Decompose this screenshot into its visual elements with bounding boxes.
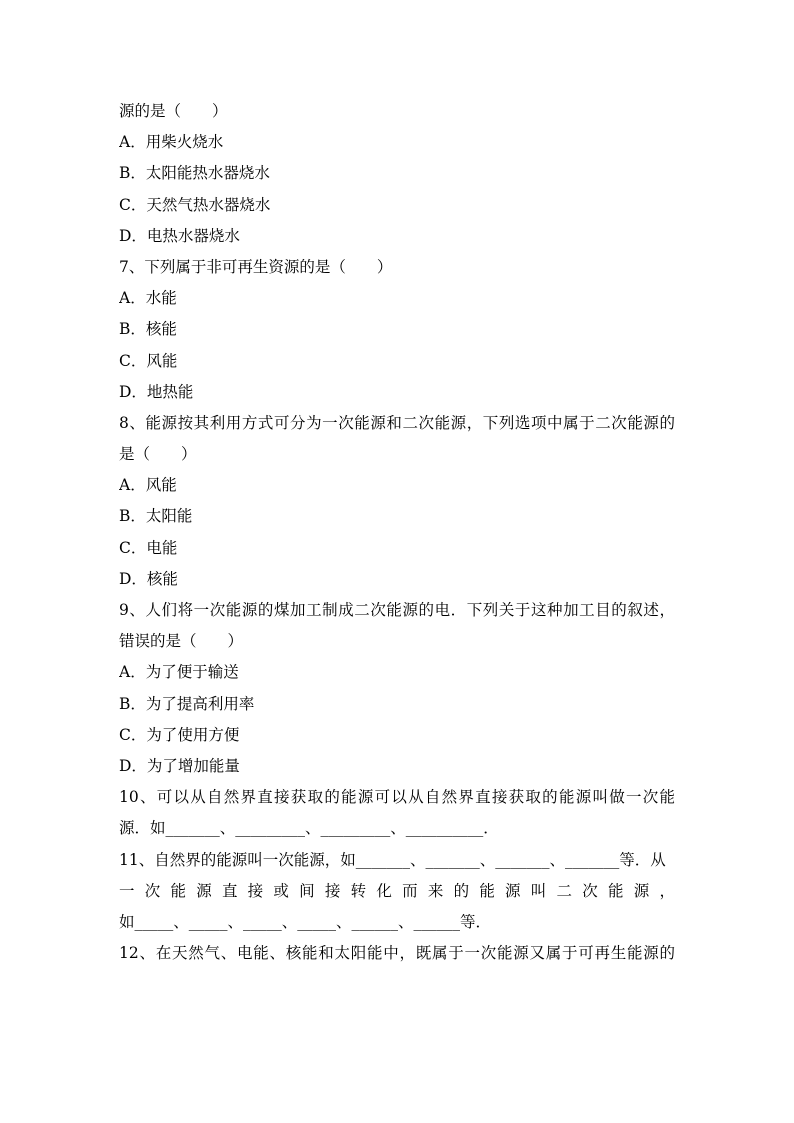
- question-6-option-c: C．天然气热水器烧水: [119, 195, 271, 214]
- question-12: 12、在天然气、电能、核能和太阳能中，既属于一次能源又属于可再生能源的: [119, 944, 675, 963]
- question-8-option-b: B．太阳能: [119, 507, 193, 526]
- question-9: 9、人们将一次能源的煤加工制成二次能源的电．下列关于这种加工目的叙述，: [119, 601, 675, 619]
- question-9-option-d: D．为了增加能量: [119, 756, 240, 775]
- question-9-option-c: C．为了使用方便: [119, 725, 240, 744]
- question-8: 8、能源按其利用方式可分为一次能源和二次能源，下列选项中属于二次能源的: [119, 413, 675, 432]
- question-9-option-a: A．为了便于输送: [119, 663, 239, 682]
- question-6-continuation: 源的是（ ）: [119, 102, 228, 120]
- question-11-continuation: 一次能源直接或间接转化而来的能源叫二次能源，: [119, 881, 675, 900]
- question-9-continuation: 错误的是（ ）: [119, 632, 244, 651]
- question-11: 11、自然界的能源叫一次能源，如_______、_______、_______、_______等．从: [119, 850, 666, 869]
- question-6-option-d: D．电热水器烧水: [119, 226, 240, 245]
- question-10-continuation: 源．如_______、_________、_________、__________．: [119, 819, 499, 838]
- question-8-option-c: C．电能: [119, 538, 178, 557]
- question-7-option-d: D．地热能: [119, 382, 194, 401]
- question-7-option-a: A．水能: [119, 289, 177, 308]
- question-9-option-b: B．为了提高利用率: [119, 694, 255, 713]
- question-7-option-c: C．风能: [119, 351, 178, 370]
- question-8-continuation: 是（ ）: [119, 445, 197, 464]
- question-8-option-d: D．核能: [119, 569, 178, 588]
- question-11-continuation-2: 如_____、_____、_____、_____、______、______等．: [119, 912, 492, 931]
- question-6-option-a: A．用柴火烧水: [119, 133, 224, 152]
- document-page: [119, 96, 675, 969]
- question-7-option-b: B．核能: [119, 320, 177, 339]
- question-6-option-b: B．太阳能热水器烧水: [119, 164, 270, 183]
- question-7: 7、下列属于非可再生资源的是（ ）: [119, 257, 393, 276]
- question-10: 10、可以从自然界直接获取的能源可以从自然界直接获取的能源叫做一次能: [119, 788, 675, 807]
- question-8-option-a: A．风能: [119, 476, 177, 495]
